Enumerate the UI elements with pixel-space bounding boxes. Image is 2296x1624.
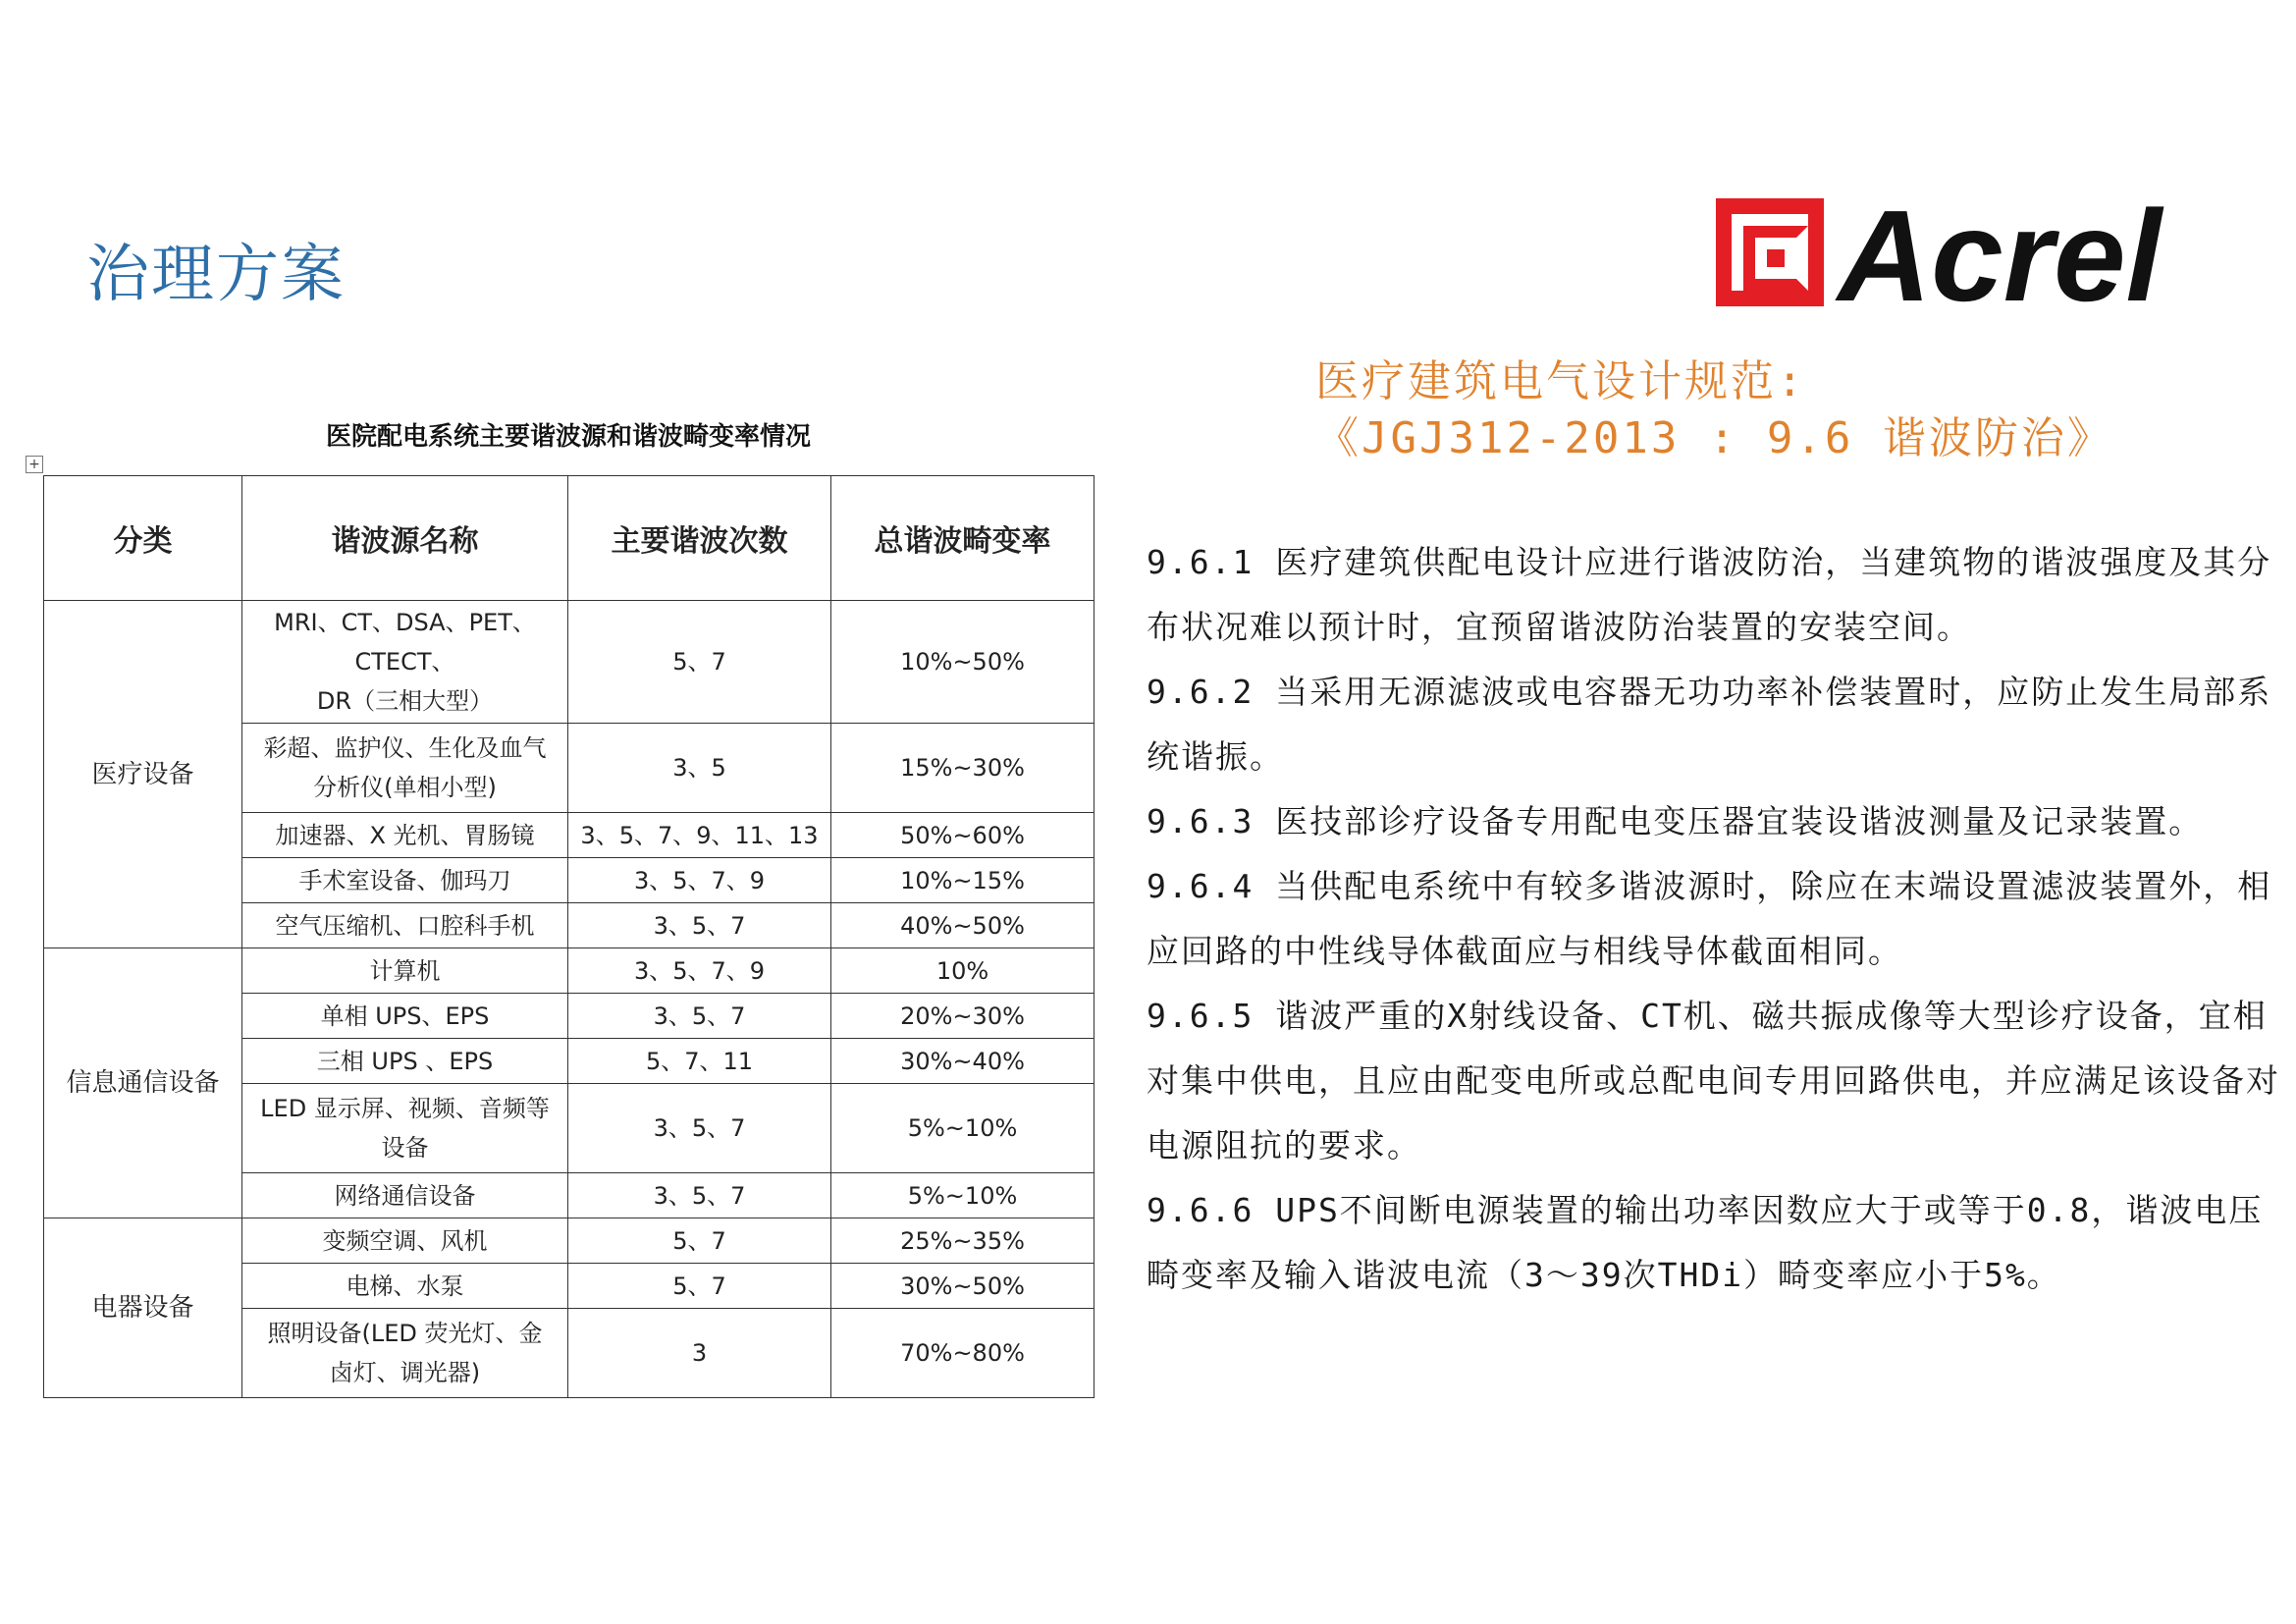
source-name-line: 单相 UPS、EPS [320, 1001, 490, 1030]
source-name-cell [242, 1218, 568, 1264]
spec-title [1315, 353, 2258, 467]
source-name-cell [242, 601, 568, 724]
thd-cell: 5%~10% [831, 1084, 1095, 1173]
harmonic-orders-cell: 5、7 [568, 1218, 831, 1264]
source-name-cell [242, 1039, 568, 1084]
acrel-logo-icon [1716, 192, 2246, 310]
source-name-line: 加速器、X 光机、胃肠镜 [275, 821, 535, 849]
clause-paragraph: 9.6.3 医技部诊疗设备专用配电变压器宜装设谐波测量及记录装置。 [1147, 802, 2204, 840]
clause-paragraph: 9.6.6 UPS不间断电源装置的输出功率因数应大于或等于0.8，谐波电压畸变率及输入谐波电流（3～39次THDi）畸变率应小于5%。 [1147, 1191, 2264, 1294]
thd-cell: 70%~80% [831, 1309, 1095, 1398]
source-name-line: MRI、CT、DSA、PET、CTECT、 [274, 609, 536, 676]
acrel-logo [1716, 192, 2246, 314]
category-cell: 信息通信设备 [44, 948, 242, 1218]
thd-cell: 40%~50% [831, 903, 1095, 948]
harmonic-orders-cell: 3、5、7 [568, 1173, 831, 1218]
harmonic-orders-cell: 3 [568, 1309, 831, 1398]
source-name-line: 空气压缩机、口腔科手机 [275, 911, 535, 940]
thd-cell: 25%~35% [831, 1218, 1095, 1264]
harmonic-orders-cell: 3、5、7 [568, 1084, 831, 1173]
source-name-line: 网络通信设备 [334, 1181, 476, 1210]
source-name-line: 设备 [381, 1134, 429, 1162]
thd-cell: 30%~40% [831, 1039, 1095, 1084]
page-title: 治理方案 [86, 239, 346, 311]
source-name-line: 电梯、水泵 [346, 1272, 464, 1300]
spec-title-line: 《JGJ312-2013 : 9.6 谐波防治》 [1315, 413, 2113, 463]
source-name-line: 卤灯、调光器) [329, 1359, 481, 1386]
source-name-line: 照明设备(LED 荧光灯、金 [267, 1320, 543, 1347]
harmonic-orders-cell: 3、5、7、9 [568, 948, 831, 994]
harmonic-orders-cell: 3、5 [568, 724, 831, 813]
category-cell: 电器设备 [44, 1218, 242, 1398]
category-cell: 医疗设备 [44, 601, 242, 948]
harmonic-orders-cell: 3、5、7 [568, 994, 831, 1039]
source-name-cell [242, 858, 568, 903]
clause-paragraph: 9.6.2 当采用无源滤波或电容器无功功率补偿装置时，应防止发生局部系统谐振。 [1147, 673, 2272, 776]
thd-cell: 30%~50% [831, 1264, 1095, 1309]
harmonic-orders-cell: 3、5、7 [568, 903, 831, 948]
table-move-handle-icon[interactable]: + [26, 456, 43, 473]
thd-cell: 10% [831, 948, 1095, 994]
harmonic-orders-cell: 5、7 [568, 1264, 831, 1309]
thd-cell: 50%~60% [831, 813, 1095, 858]
source-name-line: 彩超、监护仪、生化及血气 [263, 734, 547, 762]
clause-paragraph: 9.6.1 医疗建筑供配电设计应进行谐波防治，当建筑物的谐波强度及其分布状况难以预计时，宜预留谐波防治装置的安装空间。 [1147, 543, 2272, 646]
source-name-line: DR（三相大型） [316, 687, 494, 715]
spec-title-line: 医疗建筑电气设计规范: [1315, 356, 1806, 406]
harmonic-orders-cell: 5、7、11 [568, 1039, 831, 1084]
thd-cell: 5%~10% [831, 1173, 1095, 1218]
svg-text:Acrel: Acrel [1838, 192, 2163, 310]
table-row [44, 1218, 1095, 1264]
harmonic-orders-cell: 5、7 [568, 601, 831, 724]
source-name-line: LED 显示屏、视频、音频等 [260, 1095, 550, 1122]
header-harmonic-orders: 主要谐波次数 [568, 476, 831, 601]
source-name-cell [242, 1309, 568, 1398]
header-thd: 总谐波畸变率 [831, 476, 1095, 601]
source-name-line: 三相 UPS 、EPS [316, 1047, 494, 1075]
source-name-line: 变频空调、风机 [322, 1226, 488, 1255]
thd-cell: 10%~15% [831, 858, 1095, 903]
thd-cell: 10%~50% [831, 601, 1095, 724]
table-header-row [44, 476, 1095, 601]
source-name-cell [242, 903, 568, 948]
table-caption: 医院配电系统主要谐波源和谐波畸变率情况 [325, 422, 811, 452]
table-row [44, 948, 1095, 994]
header-source-name: 谐波源名称 [242, 476, 568, 601]
source-name-cell [242, 994, 568, 1039]
table-row [44, 601, 1095, 724]
source-name-line: 分析仪(单相小型) [313, 774, 497, 801]
thd-cell: 20%~30% [831, 994, 1095, 1039]
clause-list [1147, 530, 2285, 1308]
harmonic-orders-cell: 3、5、7、9 [568, 858, 831, 903]
source-name-line: 手术室设备、伽玛刀 [298, 866, 511, 894]
clause-paragraph: 9.6.4 当供配电系统中有较多谐波源时，除应在末端设置滤波装置外，相应回路的中性线导体截面应与相线导体截面相同。 [1147, 867, 2272, 970]
harmonic-orders-cell: 3、5、7、9、11、13 [568, 813, 831, 858]
source-name-cell [242, 948, 568, 994]
harmonic-source-table [43, 475, 1095, 1398]
header-category: 分类 [44, 476, 242, 601]
source-name-cell [242, 1264, 568, 1309]
source-name-cell [242, 724, 568, 813]
thd-cell: 15%~30% [831, 724, 1095, 813]
clause-paragraph: 9.6.5 谐波严重的X射线设备、CT机、磁共振成像等大型诊疗设备，宜相对集中供电，且应由配变电所或总配电间专用回路供电，并应满足该设备对电源阻抗的要求。 [1147, 997, 2280, 1164]
source-name-cell [242, 813, 568, 858]
source-name-cell [242, 1084, 568, 1173]
source-name-cell [242, 1173, 568, 1218]
source-name-line: 计算机 [369, 956, 441, 985]
